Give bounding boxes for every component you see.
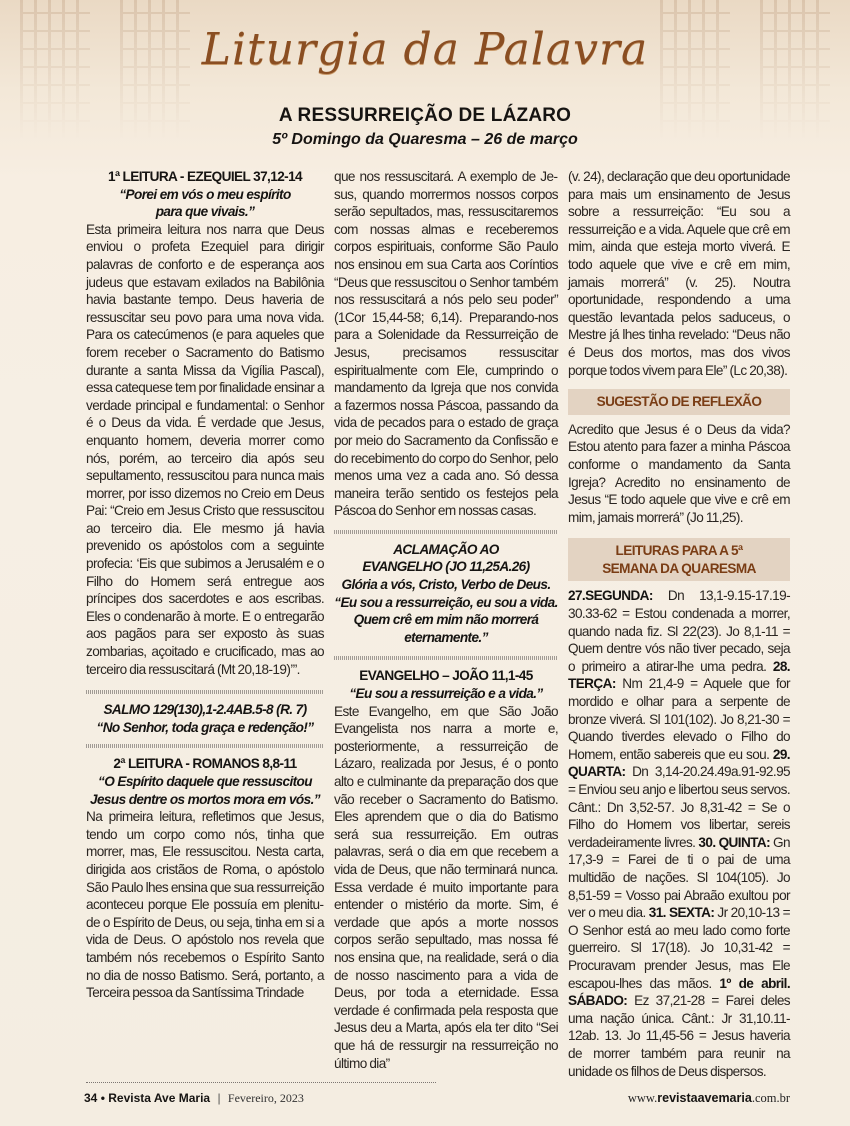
url-brand: revistaavemaria — [657, 1091, 752, 1105]
acclamation-line: Glória a vós, Cristo, Verbo de Deus. — [341, 577, 551, 593]
magazine-name: Revista Ave Maria — [108, 1091, 211, 1105]
week-readings-heading-line: SEMANA DA QUARESMA — [602, 560, 756, 576]
week-readings-box — [568, 538, 790, 1080]
ornamental-divider — [334, 656, 558, 660]
first-reading — [86, 168, 324, 678]
page-number: 34 — [84, 1091, 98, 1105]
gospel-quote: “Eu sou a ressurreição e a vida.” — [349, 686, 543, 702]
gospel-body: Este Evangelho, em que São João Evangelista nos narra a morte e, posteriormente, a ressurreição de Lázaro, realizada por Jesus, é o ponto alto e culminante da preparação dos que vão receber o Sacramento do Batismo. Eles aprendem que o dia do Batismo será sua ressurreição. Em outras palavras, será o dia em que recebem a vida de Deus, que não terminará nunca. Essa verdade é muito importante para entender o mistério da morte. Sim, é verdade que após a morte nossos corpos serão sepultado, mas nossa fé nos ensina que, na realidade, será o dia de nosso nascimento para a vida de Deus, por toda a eternidade. Essa verdade é confirmada pela resposta que Jesus deu a Marta, após ela ter dito “Sei que há de ressurgir na ressurreição no último dia” — [334, 703, 558, 1071]
day-label: 1º de abril. SÁBADO: — [568, 975, 790, 1009]
page-title: A RESSURREIÇÃO DE LÁZARO — [278, 105, 572, 126]
gospel — [334, 667, 558, 1072]
day-readings: Ez 37,21-28 = Farei deles uma nação única. Cânt.: Jr 31,10.11-12ab. 13. Jo 11,45-56 = Jesus haveria de morrer também para reunir na unidade os filhos de Deus dispersos. — [568, 993, 790, 1079]
day-label: 28. TERÇA: — [568, 658, 790, 692]
second-reading — [86, 755, 324, 1001]
page-header — [0, 0, 850, 160]
ornamental-divider — [86, 690, 324, 694]
footer-divider — [86, 1082, 436, 1083]
day-label: 27.SEGUNDA: — [568, 588, 653, 604]
website-link[interactable] — [628, 1090, 790, 1106]
reflection-box — [568, 389, 790, 526]
first-reading-heading: 1ª LEITURA - EZEQUIEL 37,12-14 — [107, 169, 303, 184]
first-reading-body: Esta primeira leitura nos narra que Deus enviou o profeta Ezequiel para dirigir palavras de conforto e de esperança aos judeus que estavam exilados na Babilônia havia bastante tempo. Deus haveria de ressuscitar seu povo para uma nova vida. Para os catecúmenos (e para aqueles que forem receber o Sacramento do Batismo durante a santa Missa da Vigília Pascal), essa catequese tem por finalidade ensinar a verdade principal e fundamental: o Senhor é o Deus da vida. É verdade que Jesus, enquanto homem, deveria morrer como nós, porém, ao terceiro dia após seu sepultamento, ressuscitou para nunca mais morrer, por isso dizemos no Creio em Deus Pai: “Creio em Jesus Cristo que ressuscitou ao terceiro dia. Ele mesmo já havia prevenido os apóstolos com a seguinte profecia: ‘Eis que subimos a Jerusalém e o Filho do Homem será entregue aos príncipes dos sacerdotes e aos escribas. Eles o condenarão à morte. E o entregarão aos pagãos para ser exposto às suas zombarias, açoitado e crucificado, mas ao terceiro dia ressuscitará (Mt 20,18-19)’”. — [86, 221, 324, 677]
folio-bullet: • — [100, 1091, 105, 1105]
column-3 — [568, 168, 790, 1080]
gospel-heading: EVANGELHO – JOÃO 11,1-45 — [359, 668, 533, 684]
week-readings-list — [568, 587, 790, 1080]
day-label: 31. SEXTA: — [648, 905, 715, 921]
day-readings: Gn 17,3-9 = Farei de ti o pai de uma multidão de nações. Sl 104(105). Jo 8,51-59 = Vosso pai Abraão exultou por ver o meu dia. — [568, 834, 790, 921]
second-reading-body-continued: que nos ressuscitará. A exemplo de Jesus, quando morrermos nossos corpos serão sepultados, mas, ressuscitaremos com nossas almas e receberemos corpos espirituais, conforme São Paulo nos ensinou em sua Carta aos Coríntios “Deus que ressuscitou o Senhor também nos ressuscitará a nós pelo seu poder” (1Cor 15,44-58; 6,14). Preparando-nos para a Solenidade da Ressurreição de Jesus, precisamos ressuscitar espiritualmente com Ele, cumprindo o mandamento da Igreja que nos convida a fazermos nossa Páscoa, passando da vida de pecados para o estado de graça por meio do Sacramento da Confissão e do recebimento do corpo do Senhor, pelo menos uma vez a cada ano. Só dessa maneira terão sentido os festejos pela Páscoa do Senhor em nossas casas. — [334, 169, 558, 519]
day-label: 30. QUINTA: — [698, 834, 770, 850]
column-2 — [334, 168, 558, 1072]
url-prefix: www. — [627, 1091, 658, 1105]
day-readings: Dn 3,14-20.24.49a.91-92.95 = Enviou seu anjo e libertou seus servos. Cânt.: Dn 3,52-57. Jo 8,31-42 = Se o Filho do Homem vos libertar, sereis verdadeiramente livres. — [568, 764, 790, 850]
day-readings: Dn 13,1-9.15-17.19-30.33-62 = Estou condenada a morrer, quando nada fiz. Sl 22(23). Jo 8,1-11 = Quem dentre vós não tiver pecado, seja o primeiro a atirar-lhe uma pedra. — [568, 588, 790, 674]
psalm-response: “No Senhor, toda graça e redenção!” — [96, 719, 314, 735]
acclamation-heading: ACLAMAÇÃO AO EVANGELHO (JO 11,25A.26) — [362, 541, 530, 575]
article-columns — [86, 168, 790, 1079]
reflection-heading: SUGESTÃO DE REFLEXÃO — [568, 389, 790, 415]
ornamental-divider — [86, 744, 324, 748]
week-readings-heading — [568, 538, 790, 581]
url-suffix: .com.br — [751, 1091, 790, 1105]
acclamation-line: “Eu sou a ressurreição, eu sou a vida. Quem crê em mim não morrerá eternamente.” — [334, 594, 558, 645]
second-reading-quote: “O Espírito daquele que ressuscitou Jesus dentre os mortos mora em vós.” — [90, 774, 320, 807]
day-label: 29. QUARTA: — [568, 746, 790, 780]
footer-folio — [84, 1090, 304, 1106]
gospel-body-continued: (v. 24), declaração que deu oportunidade para mais um ensinamento de Jesus sobre a ressurreição: “Eu sou a ressurreição e a vida. Aquele que crê em mim, ainda que esteja morto viverá. E todo aquele que vive e crê em mim, jamais morrerá” (v. 25). Noutra oportunidade, respondendo a uma questão levantada pelos saduceus, o Mestre já lhes tinha revelado: “Deus não é Deus dos mortos, mas dos vivos porque todos vivem para Ele” (Lc 20,38). — [568, 169, 790, 378]
section-logo: Liturgia da Palavra — [201, 24, 649, 75]
second-reading-body: Na primeira leitura, refletimos que Jesus, tendo um corpo como nós, tinha que morrer, mas, Ele ressuscitou. Nesta carta, dirigida aos cristãos de Roma, o apóstolo São Paulo lhes ensina que sua ressurreição aconteceu porque Ele possuía em plenitude o Espírito de Deus, ou seja, tinha em si a vida de Deus. O apóstolo nos revela que também nós recebemos o Espírito Santo no dia de nosso Batismo. Será, portanto, a Terceira pessoa da Santíssima Trindade — [86, 809, 324, 1001]
psalm-heading: SALMO 129(130),1-2.4AB.5-8 (R. 7) — [103, 702, 307, 718]
week-readings-heading-line: LEITURAS PARA A 5ª — [615, 543, 743, 559]
issue-date: Fevereiro, 2023 — [227, 1091, 304, 1105]
psalm — [86, 701, 324, 736]
second-reading-heading: 2ª LEITURA - ROMANOS 8,8-11 — [113, 756, 297, 772]
column-1 — [86, 168, 324, 1002]
gospel-acclamation — [334, 541, 558, 647]
day-readings: Nm 21,4-9 = Aquele que for mordido e olhar para a serpente de bronze viverá. Sl 101(102). Jo 8,21-30 = Quando tiverdes elevado o Filho do Homem, então sabereis que eu sou. — [568, 676, 790, 762]
ornamental-divider — [334, 530, 558, 534]
first-reading-quote: “Porei em vós o meu espírito para que vivais.” — [119, 186, 291, 220]
reflection-body: Acredito que Jesus é o Deus da vida? Estou atento para fazer a minha Páscoa conforme o mandamento da Santa Igreja? Acredito no ensinamento de Jesus “E todo aquele que vive e crê em mim, jamais morrerá” (Jo 11,25). — [568, 421, 790, 525]
folio-separator: | — [217, 1091, 221, 1105]
day-readings: Jr 20,10-13 = O Senhor está ao meu lado como forte guerreiro. Sl 17(18). Jo 10,31-42 = Procuravam prender Jesus, mas Ele escapou-lhes das mãos. — [568, 905, 790, 991]
page-subtitle: 5º Domingo da Quaresma – 26 de março — [272, 131, 578, 148]
